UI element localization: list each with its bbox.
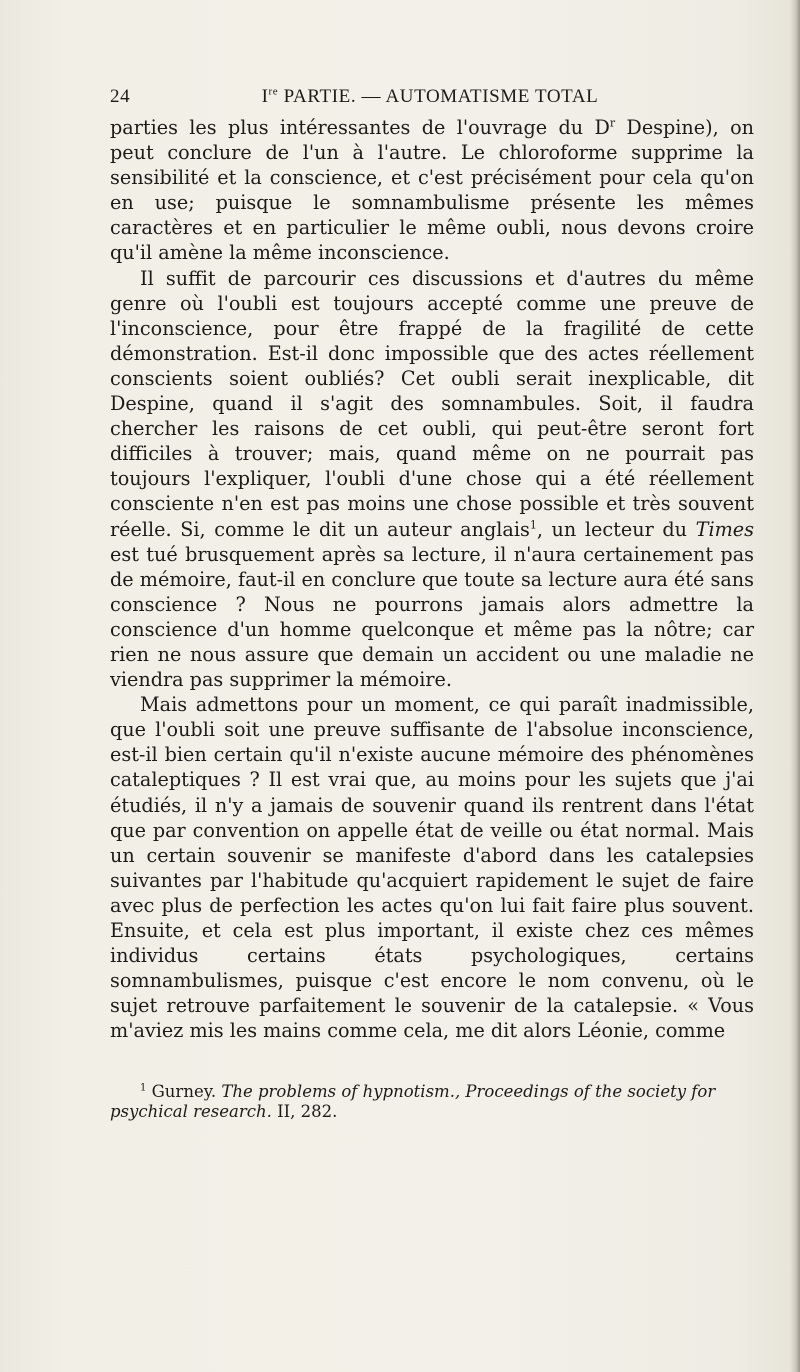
footnote-title: The problems of hypnotism., Proceedings of the society for psychical research.	[110, 1082, 716, 1121]
paragraph-3: Mais admettons pour un moment, ce qui paraît inadmissible, que l'oubli soit une preuve suffisante de l'absolue inconscience, est-il bien certain qu'il n'existe aucune mémoire des phénomènes cataleptiques ? Il est vrai que, au moins pour les sujets que j'ai étudiés, il n'y a jamais de souvenir quand ils rentrent dans l'état que par convention on appelle état de veille ou état normal. Mais un certain souvenir se manifeste d'abord dans les catalepsies suivantes par l'habitude qu'acquiert rapidement le sujet de faire avec plus de perfection les actes qu'on lui fait faire plus souvent. Ensuite, et cela est plus important, il existe chez ces mêmes individus certains états psychologiques, certains somnambulismes, puisque c'est encore le nom convenu, où le sujet retrouve parfaitement le souvenir de la catalepsie. « Vous m'aviez mis les mains comme cela, me dit alors Léonie, comme	[110, 693, 754, 1043]
body-text	[110, 115, 754, 1043]
doctor-abbrev-sup: r	[609, 116, 616, 130]
paragraph-2	[110, 266, 754, 693]
page-number: 24	[110, 86, 131, 107]
part-title: PARTIE. — AUTOMATISME TOTAL	[278, 86, 599, 107]
page-edge-shadow	[790, 0, 800, 1372]
running-title	[110, 86, 750, 108]
paragraph-1	[110, 115, 754, 266]
times-title: Times	[695, 517, 754, 541]
footnote-reference[interactable]: 1	[529, 518, 537, 532]
paragraph-2-text-c: est tué brusquement après sa lecture, il n'aura certainement pas de mémoire, faut-il en conclure que toute sa lecture aura été sans conscience ? Nous ne pourrons jamais alors admettre la conscience d'un homme quelconque et même pas la nôtre; car rien ne nous assure que demain un accident ou une maladie ne viendra pas supprimer la mémoire.	[110, 542, 754, 692]
running-header	[110, 86, 750, 116]
footnote-volume: II, 282.	[271, 1102, 338, 1121]
paragraph-1-text-a: parties les plus intéressantes de l'ouvrage du D	[110, 116, 610, 139]
part-prefix: I	[261, 86, 269, 107]
paragraph-2-text-b: , un lecteur du	[536, 517, 696, 541]
footnote-mark: 1	[140, 1082, 147, 1094]
paragraph-1-text-b: Despine), on peut conclure de l'un à l'autre. Le chloroforme supprime la sensibilité et la conscience, et c'est précisément pour cela qu'on en use; puisque le somnambulisme présente les mêmes caractères et en particulier le même oubli, nous devons croire qu'il amène la même inconscience.	[110, 116, 754, 265]
footnote-author: Gurney.	[146, 1082, 222, 1101]
footnote	[110, 1082, 754, 1122]
part-sup: re	[268, 85, 279, 98]
paragraph-2-text-a: Il suffit de parcourir ces discussions et d'autres du même genre où l'oubli est toujours accepté comme une preuve de l'inconscience, pour être frappé de la fragilité de cette démonstration. Est-il donc impossible que des actes réellement conscients soient oubliés? Cet oubli serait inexplicable, dit Despine, quand il s'agit des somnambules. Soit, il faudra chercher les raisons de cet oubli, qui peut-être seront fort difficiles à trouver; mais, quand même on ne pourrait pas toujours l'expliquer, l'oubli d'une chose qui a été réellement consciente n'en est pas moins une chose possible et très souvent réelle. Si, comme le dit un auteur anglais	[110, 266, 754, 541]
